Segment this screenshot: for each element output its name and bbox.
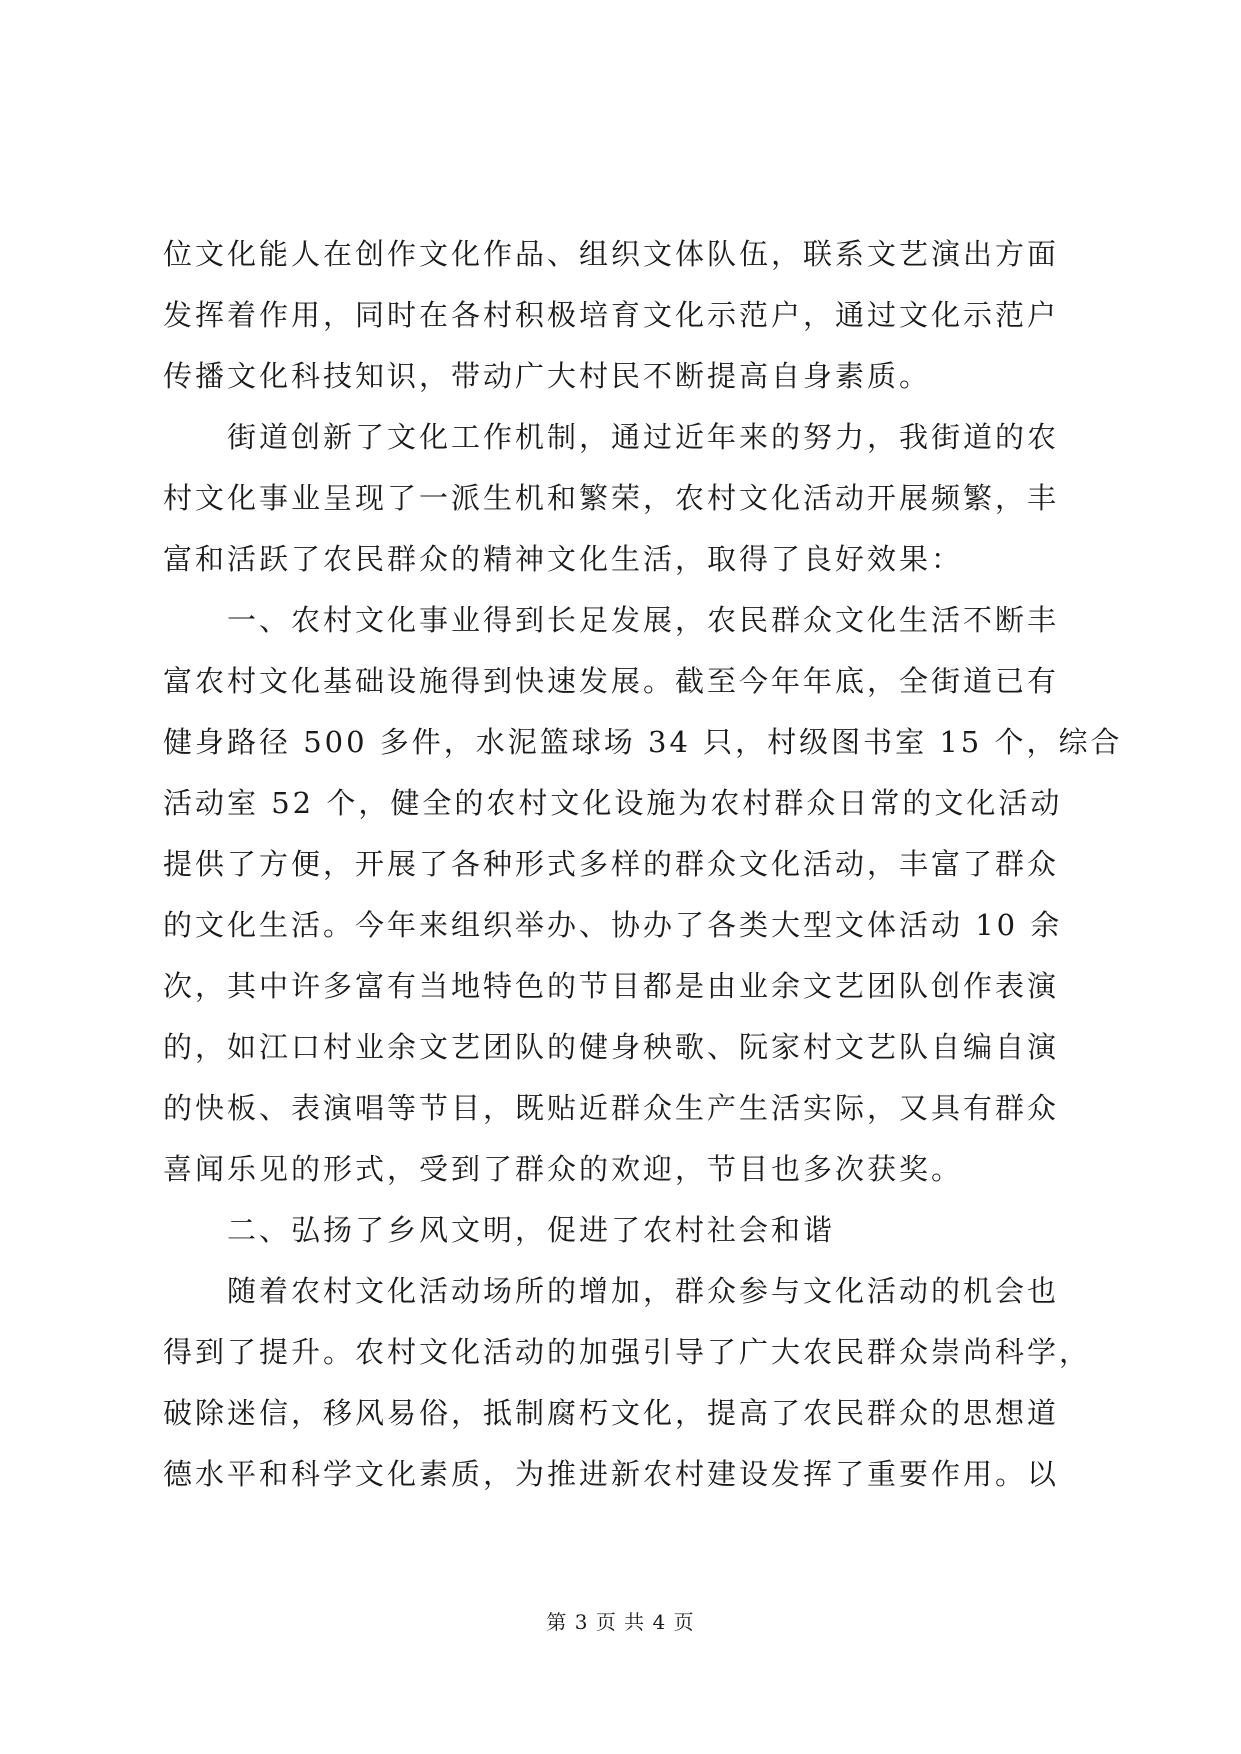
text-line: 次，其中许多富有当地特色的节目都是由业余文艺团队创作表演: [163, 969, 1060, 1003]
paragraph-1: [163, 224, 1079, 407]
section-heading: [163, 1200, 1079, 1261]
paragraph-2: [163, 407, 1079, 590]
text-line: 的，如江口村业余文艺团队的健身秧歌、阮家村文艺队自编自演: [163, 1030, 1060, 1064]
text-line: 健身路径 500 多件，水泥篮球场 34 只，村级图书室 15 个，综合: [163, 725, 1123, 759]
text-line: 得到了提升。农村文化活动的加强引导了广大农民群众崇尚科学，: [163, 1335, 1092, 1369]
text-line: 一、农村文化事业得到长足发展，农民群众文化生活不断丰: [227, 603, 1060, 637]
text-line: 破除迷信，移风易俗，抵制腐朽文化，提高了农民群众的思想道: [163, 1396, 1060, 1430]
body-text: [163, 224, 1123, 1505]
paragraph-3: [163, 590, 1123, 1200]
text-line: 喜闻乐见的形式，受到了群众的欢迎，节目也多次获奖。: [163, 1152, 964, 1186]
text-line: 随着农村文化活动场所的增加，群众参与文化活动的机会也: [227, 1274, 1060, 1308]
text-line: 提供了方便，开展了各种形式多样的群众文化活动，丰富了群众: [163, 847, 1060, 881]
text-line: 位文化能人在创作文化作品、组织文体队伍，联系文艺演出方面: [163, 237, 1060, 271]
text-line: 活动室 52 个，健全的农村文化设施为农村群众日常的文化活动: [163, 786, 1063, 820]
text-line: 村文化事业呈现了一派生机和繁荣，农村文化活动开展频繁，丰: [163, 481, 1060, 515]
paragraph-5: [163, 1261, 1092, 1505]
text-line: 的快板、表演唱等节目，既贴近群众生产生活实际，又具有群众: [163, 1091, 1060, 1125]
text-line: 德水平和科学文化素质，为推进新农村建设发挥了重要作用。以: [163, 1457, 1060, 1491]
text-line: 街道创新了文化工作机制，通过近年来的努力，我街道的农: [227, 420, 1060, 454]
text-line: 的文化生活。今年来组织举办、协办了各类大型文体活动 10 余: [163, 908, 1063, 942]
text-line: 富和活跃了农民群众的精神文化生活，取得了良好效果：: [163, 542, 964, 576]
text-line: 富农村文化基础设施得到快速发展。截至今年年底，全街道已有: [163, 664, 1060, 698]
text-line: 发挥着作用，同时在各村积极培育文化示范户，通过文化示范户: [163, 298, 1060, 332]
page-number-footer: 第 3 页 共 4 页: [546, 1610, 695, 1634]
text-line: 传播文化科技知识，带动广大村民不断提高自身素质。: [163, 359, 932, 393]
heading-line: 二、弘扬了乡风文明，促进了农村社会和谐: [227, 1213, 836, 1247]
